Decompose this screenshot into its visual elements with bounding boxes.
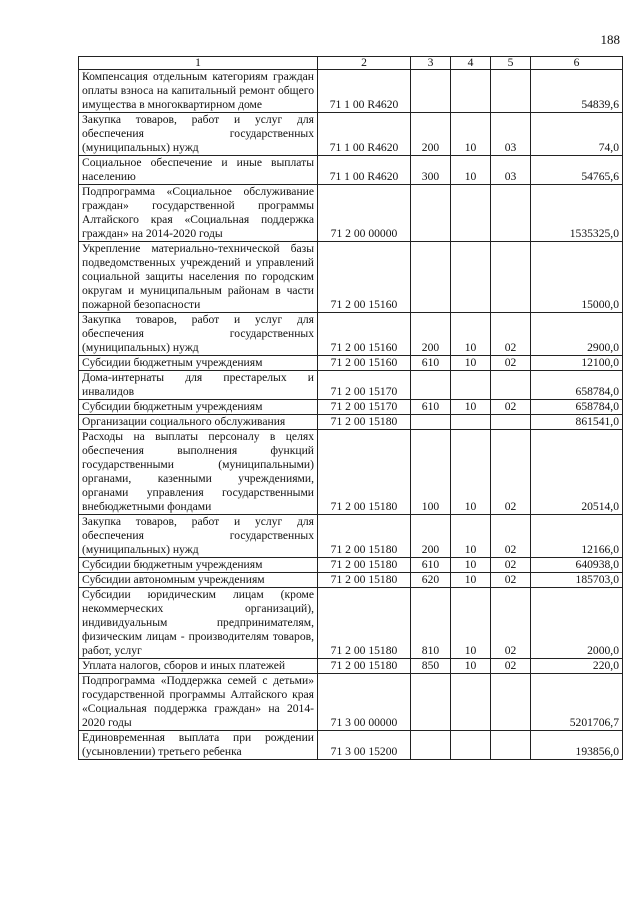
row-section: 10 (451, 356, 491, 371)
row-target-code: 71 2 00 15180 (318, 573, 411, 588)
table-row (79, 400, 623, 415)
row-name: Закупка товаров, работ и услуг для обеспечения государственных (муниципальных) нужд (79, 313, 318, 356)
row-name: Субсидии автономным учреждениям (79, 573, 318, 588)
row-section: 10 (451, 313, 491, 356)
table-row (79, 113, 623, 156)
row-expense-type: 610 (411, 400, 451, 415)
row-section (451, 70, 491, 113)
row-subsection (491, 242, 531, 313)
row-name: Укрепление материально-технической базы подведомственных учреждений и управлений социальной защиты населения по городским округам и муниципальным районам в части пожарной безопасности (79, 242, 318, 313)
row-amount: 54765,6 (531, 156, 623, 185)
row-section (451, 371, 491, 400)
row-amount: 12166,0 (531, 515, 623, 558)
table-row (79, 356, 623, 371)
column-header: 6 (531, 57, 623, 70)
row-expense-type (411, 371, 451, 400)
row-amount: 2000,0 (531, 588, 623, 659)
row-name: Субсидии бюджетным учреждениям (79, 356, 318, 371)
table-row (79, 371, 623, 400)
row-section: 10 (451, 156, 491, 185)
column-header: 1 (79, 57, 318, 70)
row-target-code: 71 2 00 15180 (318, 588, 411, 659)
row-target-code: 71 2 00 15180 (318, 659, 411, 674)
row-amount: 2900,0 (531, 313, 623, 356)
table-row (79, 70, 623, 113)
row-expense-type: 200 (411, 313, 451, 356)
row-expense-type: 850 (411, 659, 451, 674)
row-amount: 658784,0 (531, 400, 623, 415)
row-target-code: 71 2 00 15170 (318, 371, 411, 400)
row-subsection: 02 (491, 430, 531, 515)
row-name: Компенсация отдельным категориям граждан оплаты взноса на капитальный ремонт общего имущества в многоквартирном доме (79, 70, 318, 113)
row-expense-type (411, 415, 451, 430)
row-amount: 640938,0 (531, 558, 623, 573)
header-row (79, 57, 623, 70)
column-header: 4 (451, 57, 491, 70)
row-name: Субсидии юридическим лицам (кроме некоммерческих организаций), индивидуальным предпринимателям, физическим лицам - производителям товаров, работ, услуг (79, 588, 318, 659)
table-row (79, 430, 623, 515)
row-expense-type: 620 (411, 573, 451, 588)
row-target-code: 71 2 00 15180 (318, 515, 411, 558)
row-expense-type: 200 (411, 515, 451, 558)
row-target-code: 71 2 00 15160 (318, 356, 411, 371)
row-expense-type: 300 (411, 156, 451, 185)
page-number: 188 (600, 32, 620, 47)
table-row (79, 558, 623, 573)
row-name: Уплата налогов, сборов и иных платежей (79, 659, 318, 674)
row-subsection: 02 (491, 356, 531, 371)
row-target-code: 71 2 00 15160 (318, 313, 411, 356)
row-amount: 1535325,0 (531, 185, 623, 242)
row-section: 10 (451, 588, 491, 659)
row-section (451, 242, 491, 313)
row-name: Закупка товаров, работ и услуг для обеспечения государственных (муниципальных) нужд (79, 515, 318, 558)
row-name: Подпрограмма «Поддержка семей с детьми» государственной программы Алтайского края «Социальная поддержка граждан» на 2014-2020 годы (79, 674, 318, 731)
row-section: 10 (451, 400, 491, 415)
row-amount: 20514,0 (531, 430, 623, 515)
row-target-code: 71 2 00 15180 (318, 415, 411, 430)
row-name: Расходы на выплаты персоналу в целях обеспечения выполнения функций государственными (муниципальными) органами, казенными учреждениями, органами управления государственными внебюджетными фондами (79, 430, 318, 515)
row-amount: 193856,0 (531, 731, 623, 760)
table-row (79, 588, 623, 659)
row-subsection: 02 (491, 515, 531, 558)
row-subsection (491, 415, 531, 430)
budget-table (78, 56, 623, 760)
row-name: Закупка товаров, работ и услуг для обеспечения государственных (муниципальных) нужд (79, 113, 318, 156)
row-expense-type (411, 242, 451, 313)
row-subsection (491, 674, 531, 731)
row-amount: 861541,0 (531, 415, 623, 430)
row-expense-type (411, 185, 451, 242)
row-subsection: 03 (491, 113, 531, 156)
row-section: 10 (451, 558, 491, 573)
row-amount: 220,0 (531, 659, 623, 674)
row-name: Дома-интернаты для престарелых и инвалидов (79, 371, 318, 400)
row-expense-type (411, 731, 451, 760)
row-subsection (491, 371, 531, 400)
table-row (79, 515, 623, 558)
row-amount: 5201706,7 (531, 674, 623, 731)
row-section: 10 (451, 573, 491, 588)
table-row (79, 242, 623, 313)
row-section (451, 415, 491, 430)
row-section: 10 (451, 113, 491, 156)
row-subsection (491, 185, 531, 242)
row-section (451, 185, 491, 242)
row-subsection (491, 731, 531, 760)
row-target-code: 71 1 00 R4620 (318, 70, 411, 113)
row-name: Организации социального обслуживания (79, 415, 318, 430)
table-row (79, 659, 623, 674)
row-subsection: 02 (491, 400, 531, 415)
row-amount: 15000,0 (531, 242, 623, 313)
row-expense-type: 100 (411, 430, 451, 515)
row-name: Субсидии бюджетным учреждениям (79, 400, 318, 415)
row-expense-type: 810 (411, 588, 451, 659)
row-target-code: 71 3 00 00000 (318, 674, 411, 731)
row-target-code: 71 2 00 00000 (318, 185, 411, 242)
row-amount: 12100,0 (531, 356, 623, 371)
column-header: 2 (318, 57, 411, 70)
row-amount: 185703,0 (531, 573, 623, 588)
table-row (79, 674, 623, 731)
column-header: 3 (411, 57, 451, 70)
table-row (79, 156, 623, 185)
row-section (451, 674, 491, 731)
table-row (79, 415, 623, 430)
row-subsection: 02 (491, 573, 531, 588)
row-target-code: 71 2 00 15180 (318, 558, 411, 573)
row-amount: 658784,0 (531, 371, 623, 400)
row-subsection: 02 (491, 588, 531, 659)
row-amount: 74,0 (531, 113, 623, 156)
row-target-code: 71 2 00 15180 (318, 430, 411, 515)
row-expense-type: 200 (411, 113, 451, 156)
row-name: Субсидии бюджетным учреждениям (79, 558, 318, 573)
row-amount: 54839,6 (531, 70, 623, 113)
row-section: 10 (451, 659, 491, 674)
row-section: 10 (451, 430, 491, 515)
row-target-code: 71 1 00 R4620 (318, 113, 411, 156)
row-expense-type (411, 70, 451, 113)
row-target-code: 71 2 00 15170 (318, 400, 411, 415)
row-name: Единовременная выплата при рождении (усыновлении) третьего ребенка (79, 731, 318, 760)
table-row (79, 185, 623, 242)
row-section: 10 (451, 515, 491, 558)
row-section (451, 731, 491, 760)
row-subsection (491, 70, 531, 113)
row-expense-type: 610 (411, 356, 451, 371)
row-name: Подпрограмма «Социальное обслуживание граждан» государственной программы Алтайского края «Социальная поддержка граждан» на 2014-2020 годы (79, 185, 318, 242)
table-row (79, 313, 623, 356)
row-target-code: 71 1 00 R4620 (318, 156, 411, 185)
row-subsection: 02 (491, 313, 531, 356)
row-expense-type (411, 674, 451, 731)
table-row (79, 731, 623, 760)
row-subsection: 03 (491, 156, 531, 185)
row-target-code: 71 3 00 15200 (318, 731, 411, 760)
table-row (79, 573, 623, 588)
row-subsection: 02 (491, 558, 531, 573)
column-header: 5 (491, 57, 531, 70)
row-subsection: 02 (491, 659, 531, 674)
row-expense-type: 610 (411, 558, 451, 573)
row-name: Социальное обеспечение и иные выплаты населению (79, 156, 318, 185)
row-target-code: 71 2 00 15160 (318, 242, 411, 313)
